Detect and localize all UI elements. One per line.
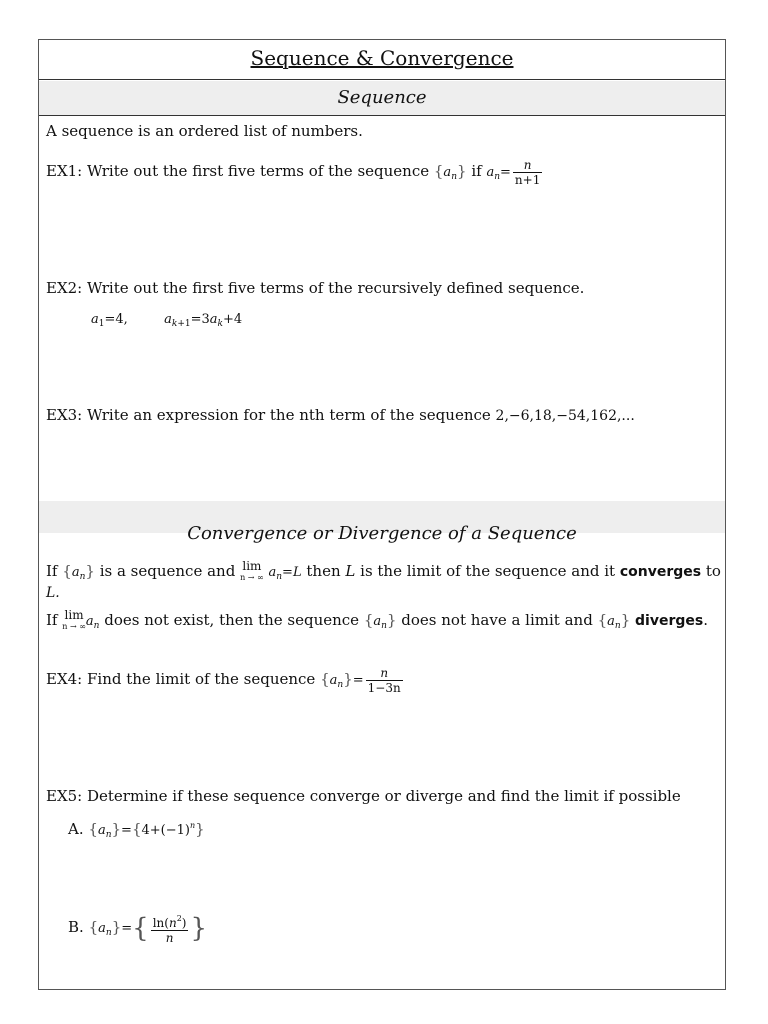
convergence-paragraph-line1: If $\{a_n\}$ is a sequence and lim n → ∞ $a_n=L$ then L is the limit of the sequence and it converges to bbox=[46, 559, 721, 582]
ex5-part-b: B. $\{a_n\}=${ $\frac{\ln(n^2)}{n}$ } bbox=[68, 913, 208, 945]
page-title: Sequence & Convergence bbox=[250, 46, 514, 70]
diverges-term: diverges bbox=[635, 613, 704, 629]
section-heading-sequence: Sequence bbox=[39, 81, 725, 115]
ex1-if: if bbox=[471, 162, 482, 180]
ex2-text: EX2: Write out the first five terms of the recursively defined sequence. bbox=[46, 279, 585, 297]
section-heading-convergence-text: Convergence or Divergence of a Sequence bbox=[187, 523, 577, 544]
ex4-line: EX4: Find the limit of the sequence $\{a_n\}=$ $\frac{n}{1-3n}$ bbox=[46, 666, 401, 695]
ex3-line bbox=[46, 406, 635, 424]
divider bbox=[39, 115, 725, 116]
converges-term: converges bbox=[619, 564, 702, 580]
ex1-text: EX1: Write out the first five terms of the sequence bbox=[46, 162, 430, 180]
ex2-recurrence: $a_1=4$, $a_{k+1}=3a_k+4$ bbox=[91, 312, 243, 329]
ex5-part-a: A. $\{a_n\}=\{4+(-1)^n\}$ bbox=[68, 820, 205, 840]
ex4-text: EX4: Find the limit of the sequence bbox=[46, 670, 316, 688]
ex5-text: EX5: Determine if these sequence converge or diverge and find the limit if possible bbox=[46, 787, 681, 805]
ex1-formula: $a_n=$ $\frac{n}{n+1}$ bbox=[486, 158, 541, 187]
ex3-text: EX3: Write an expression for the nth term of the sequence bbox=[46, 406, 491, 424]
ex1-sequence: $\{a_n\}$ bbox=[433, 162, 467, 182]
worksheet-page bbox=[38, 39, 726, 990]
ex3-terms: 2,−6,18,−54,162,... bbox=[495, 408, 635, 424]
convergence-paragraph-line2: L. bbox=[46, 585, 60, 601]
divergence-paragraph: If lim n → ∞ $a_n$ does not exist, then the sequence $\{a_n\}$ does not have a limit and $\{a_n\}$ diverges. bbox=[46, 608, 708, 631]
ex1-line bbox=[46, 158, 544, 187]
intro-text: A sequence is an ordered list of numbers. bbox=[46, 122, 363, 140]
divider bbox=[39, 79, 725, 80]
